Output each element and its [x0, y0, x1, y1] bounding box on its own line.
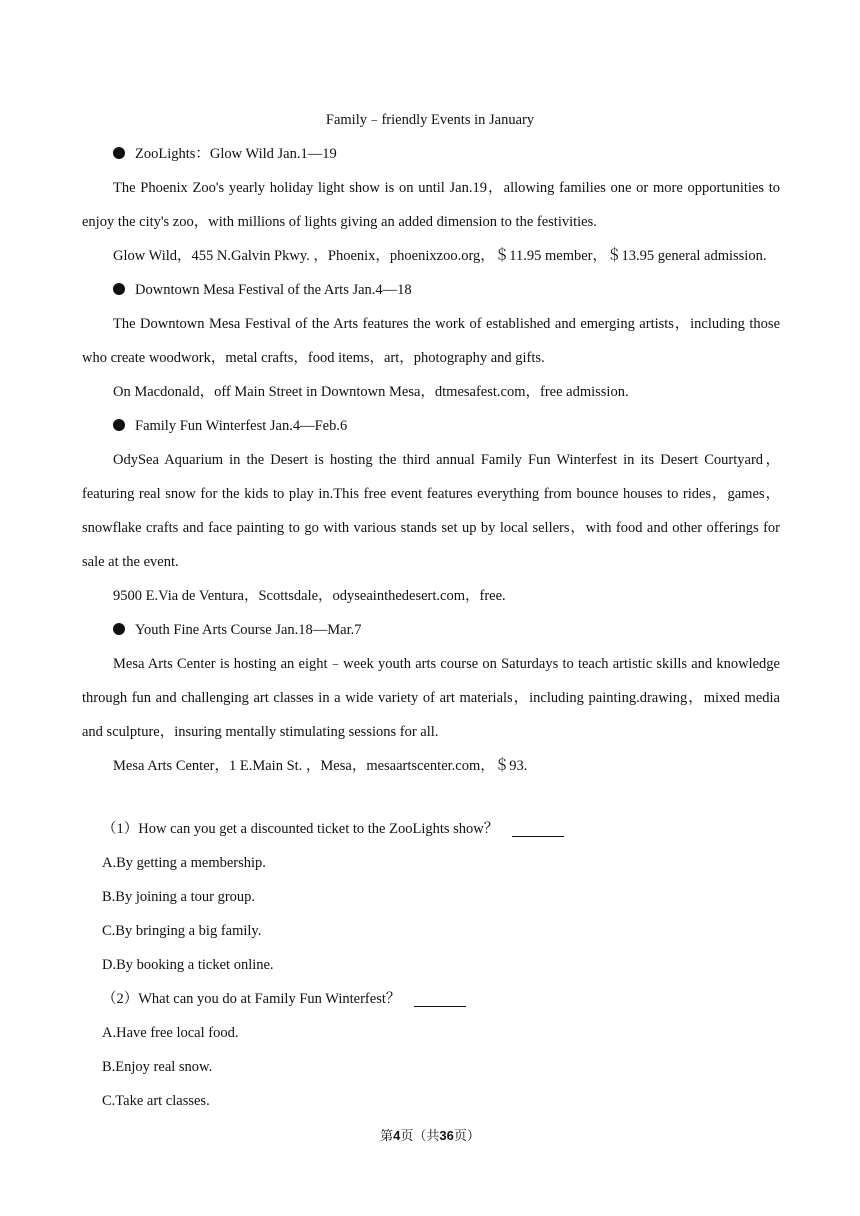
- event-heading: [82, 137, 780, 171]
- event-mesa-festival: [82, 273, 780, 409]
- event-info: Mesa Arts Center，1 E.Main St. ，Mesa，mesaartscenter.com，＄93.: [113, 758, 528, 774]
- event-description: The Downtown Mesa Festival of the Arts features the work of established and emerging artists，including those who create woodwork，metal crafts，food items，art，photography and gifts.: [82, 316, 780, 366]
- answer-option: C.Take art classes.: [102, 1093, 210, 1109]
- question-stem: [102, 982, 780, 1016]
- answer-blank: [414, 988, 466, 1007]
- event-info: 9500 E.Via de Ventura，Scottsdale，odyseainthedesert.com，free.: [113, 588, 506, 604]
- total-pages: 36: [439, 1128, 454, 1143]
- event-heading-text: Downtown Mesa Festival of the Arts Jan.4—18: [135, 282, 412, 298]
- page-number: 4: [393, 1128, 401, 1143]
- page-title: Family﹣friendly Events in January: [325, 112, 535, 128]
- footer-mid: 页（共: [400, 1128, 440, 1143]
- event-description: The Phoenix Zoo's yearly holiday light show is on until Jan.19，allowing families one or more opportunities to enjoy the city's zoo，with millions of lights giving an added dimension to the festivities.: [82, 180, 780, 230]
- answer-option: D.By booking a ticket online.: [102, 957, 274, 973]
- question-stem: [102, 812, 780, 846]
- bullet-icon: [113, 419, 125, 431]
- event-description: OdySea Aquarium in the Desert is hosting the third annual Family Fun Winterfest in its Desert Courtyard，featuring real snow for the kids to play in.This free event features everything from bounce houses to rides，games，snowflake crafts and face painting to go with various stands set up by local sellers，with food and other offerings for sale at the event.: [82, 452, 780, 570]
- event-heading-text: Family Fun Winterfest Jan.4—Feb.6: [135, 418, 348, 434]
- answer-option: C.By bringing a big family.: [102, 923, 262, 939]
- footer-prefix: 第: [380, 1128, 394, 1143]
- answer-option: B.Enjoy real snow.: [102, 1059, 213, 1075]
- answer-blank: [512, 818, 564, 837]
- event-youth-arts: [82, 613, 780, 783]
- answer-option: B.By joining a tour group.: [102, 889, 256, 905]
- event-heading: [82, 409, 780, 443]
- bullet-icon: [113, 283, 125, 295]
- bullet-icon: [113, 147, 125, 159]
- article-body: [82, 137, 780, 783]
- bullet-icon: [113, 623, 125, 635]
- event-description: Mesa Arts Center is hosting an eight﹣week youth arts course on Saturdays to teach artistic skills and knowledge through fun and challenging art classes in a wide variety of art materials，including painting.drawing，mixed media and sculpture，insuring mentally stimulating sessions for all.: [82, 656, 780, 740]
- question-stem-text: （2）What can you do at Family Fun Winterfest？: [102, 991, 401, 1007]
- questions-section: [102, 812, 780, 1118]
- question-2: [102, 982, 780, 1118]
- page-footer: [0, 1126, 860, 1146]
- question-stem-text: （1）How can you get a discounted ticket to the ZooLights show？: [102, 821, 499, 837]
- event-info: Glow Wild，455 N.Galvin Pkwy. ，Phoenix，phoenixzoo.org，＄11.95 member，＄13.95 general admission.: [113, 248, 767, 264]
- event-heading-text: ZooLights：Glow Wild Jan.1—19: [135, 146, 337, 162]
- question-1: [102, 812, 780, 982]
- event-winterfest: [82, 409, 780, 613]
- event-heading: [82, 613, 780, 647]
- event-heading: [82, 273, 780, 307]
- footer-suffix: 页）: [453, 1128, 480, 1143]
- event-heading-text: Youth Fine Arts Course Jan.18—Mar.7: [135, 622, 362, 638]
- answer-option: A.By getting a membership.: [102, 855, 266, 871]
- answer-option: A.Have free local food.: [102, 1025, 239, 1041]
- event-zoolights: [82, 137, 780, 273]
- event-info: On Macdonald，off Main Street in Downtown Mesa，dtmesafest.com，free admission.: [113, 384, 629, 400]
